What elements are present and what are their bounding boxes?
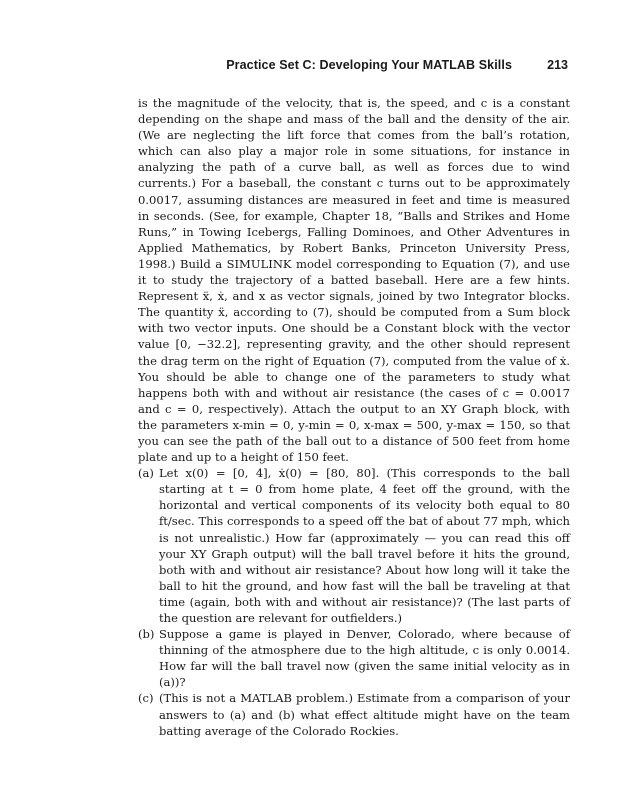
running-title: Practice Set C: Developing Your MATLAB Skills xyxy=(226,58,512,72)
part-label: (b) xyxy=(138,627,155,642)
part-text: Let x(0) = [0, 4], ẋ(0) = [80, 80]. (This corresponds to the ball starting at t = 0 from home plate, 4 feet off the ground, with the horizontal and vertical components of its velocity both equal to 80 ft/sec. This corresponds to a speed off the bat of about 77 mph, which is not unrealistic.) How far (approximately — you can read this off your XY Graph output) will the ball travel before it hits the ground, both with and without air resistance? About how long will it take the ball to hit the ground, and how fast will the ball be traveling at that time (again, both with and without air resistance)? (The last parts of the question are relevant for outfielders.) xyxy=(159,466,570,625)
exercise-part-b xyxy=(138,626,570,690)
part-text: (This is not a MATLAB problem.) Estimate from a comparison of your answers to (a) and (b) what effect altitude might have on the team batting average of the Colorado Rockies. xyxy=(159,691,570,738)
running-header xyxy=(138,58,570,76)
part-text: Suppose a game is played in Denver, Colorado, where because of thinning of the atmosphere due to the high altitude, c is only 0.0014. How far will the ball travel now (given the same initial velocity as in (a))? xyxy=(159,627,570,690)
exercise-part-a xyxy=(138,465,570,626)
exercise-part-c xyxy=(138,690,570,738)
part-label: (a) xyxy=(138,466,154,481)
part-label: (c) xyxy=(138,691,154,706)
body-text xyxy=(138,95,570,739)
page-number: 213 xyxy=(547,58,568,72)
intro-paragraph: is the magnitude of the velocity, that is, the speed, and c is a constant depending on the shape and mass of the ball and the density of the air. (We are neglecting the lift force that comes from the ball’s rotation, which can also play a major role in some situations, for instance in analyzing the path of a curve ball, as well as forces due to wind currents.) For a baseball, the constant c turns out to be approximately 0.0017, assuming distances are measured in feet and time is measured in seconds. (See, for example, Chapter 18, “Balls and Strikes and Home Runs,” in Towing Icebergs, Falling Dominoes, and Other Adventures in Applied Mathematics, by Robert Banks, Princeton University Press, 1998.) Build a SIMULINK model corresponding to Equation (7), and use it to study the trajectory of a batted baseball. Here are a few hints. Represent ẍ, ẋ, and x as vector signals, joined by two Integrator blocks. The quantity ẍ, according to (7), should be computed from a Sum block with two vector inputs. One should be a Constant block with the vector value [0, −32.2], representing gravity, and the other should represent the drag term on the right of Equation (7), computed from the value of ẋ. You should be able to change one of the parameters to study what happens both with and without air resistance (the cases of c = 0.0017 and c = 0, respectively). Attach the output to an XY Graph block, with the parameters x-min = 0, y-min = 0, x-max = 500, y-max = 150, so that you can see the path of the ball out to a distance of 500 feet from home plate and up to a height of 150 feet. xyxy=(138,96,570,465)
